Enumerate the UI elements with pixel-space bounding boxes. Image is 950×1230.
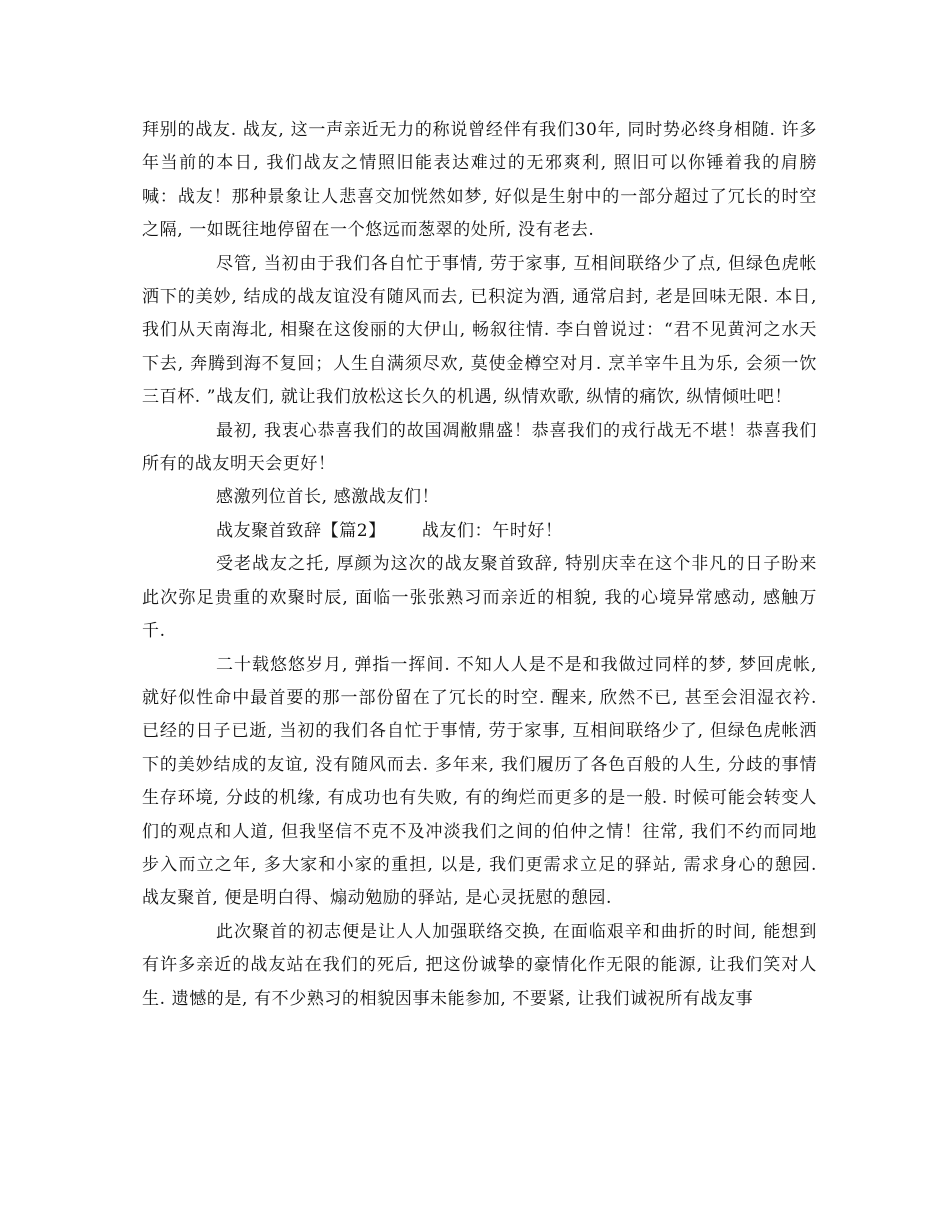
paragraph-twenty-years: 二十载悠悠岁月, 弹指一挥间. 不知人人是不是和我做过同样的梦, 梦回虎帐, 就好似性命中最首要的那一部份留在了冗长的时空. 醒来, 欣然不已, 甚至会泪湿衣衿. 已经的日子已逝, 当初的我们各自忙于事情, 劳于家事, 互相间联络少了, 但绿色虎帐洒下的美妙结成的友谊, 没有随风而去. 多年来, 我们履历了各色百般的人生, 分歧的事情生存环境, 分歧的机缘, 有成功也有失败, 有的绚烂而更多的是一般. 时候可能会转变人们的观点和人道, 但我坚信不克不及冲淡我们之间的伯仲之情！往常, 我们不约而同地步入而立之年, 多大家和小家的重担, 以是, 我们更需求立足的驿站, 需求身心的憩园. 战友聚首, 便是明白得、煽动勉励的驿站, 是心灵抚慰的憩园. (142, 654, 817, 909)
paragraph-continued: 拜别的战友. 战友, 这一声亲近无力的称说曾经伴有我们30年, 同时势必终身相随. 许多年当前的本日, 我们战友之情照旧能表达难过的无邪爽利, 照旧可以你锤着我的肩膀喊：战友！那种景象让人悲喜交加恍然如梦, 好似是生射中的一部分超过了冗长的时空之隔, 一如既往地停留在一个悠远而葱翠的处所, 没有老去. (142, 120, 817, 241)
document-page (142, 114, 817, 1016)
paragraph-entrusted: 受老战友之托, 厚颜为这次的战友聚首致辞, 特别庆幸在这个非凡的日子盼来此次弥足贵重的欢聚时辰, 面临一张张熟习而亲近的相貌, 我的心境异常感动, 感触万千. (142, 554, 817, 642)
paragraph-reunion: 尽管, 当初由于我们各自忙于事情, 劳于家事, 互相间联络少了点, 但绿色虎帐洒下的美妙, 结成的战友谊没有随风而去, 已积淀为酒, 通常启封, 老是回味无限. 本日, 我们从天南海北, 相聚在这俊丽的大伊山, 畅叙往情. 李白曾说过：“君不见黄河之水天下去, 奔腾到海不复回；人生自满须尽欢, 莫使金樽空对月. 烹羊宰牛且为乐, 会须一饮三百杯. ”战友们, 就让我们放松这长久的机遇, 纵情欢歌, 纵情的痛饮, 纵情倾吐吧！ (142, 253, 817, 408)
paragraph-blessing: 最初, 我衷心恭喜我们的故国凋敝鼎盛！恭喜我们的戎行战无不堪！恭喜我们所有的战友明天会更好！ (142, 420, 817, 475)
section-title: 战友聚首致辞【篇2】 (216, 520, 386, 541)
paragraph-purpose: 此次聚首的初志便是让人人加强联络交换, 在面临艰辛和曲折的时间, 能想到有许多亲近的战友站在我们的死后, 把这份诚挚的豪情化作无限的能源, 让我们笑对人生. 遗憾的是, 有不少熟习的相貌因事未能参加, 不要紧, 让我们诚祝所有战友事 (142, 921, 817, 1009)
paragraph-thanks: 感激列位首长, 感激战友们！ (216, 487, 440, 508)
section-heading-line (142, 515, 817, 548)
section-greeting: 战友们：午时好！ (421, 520, 563, 541)
